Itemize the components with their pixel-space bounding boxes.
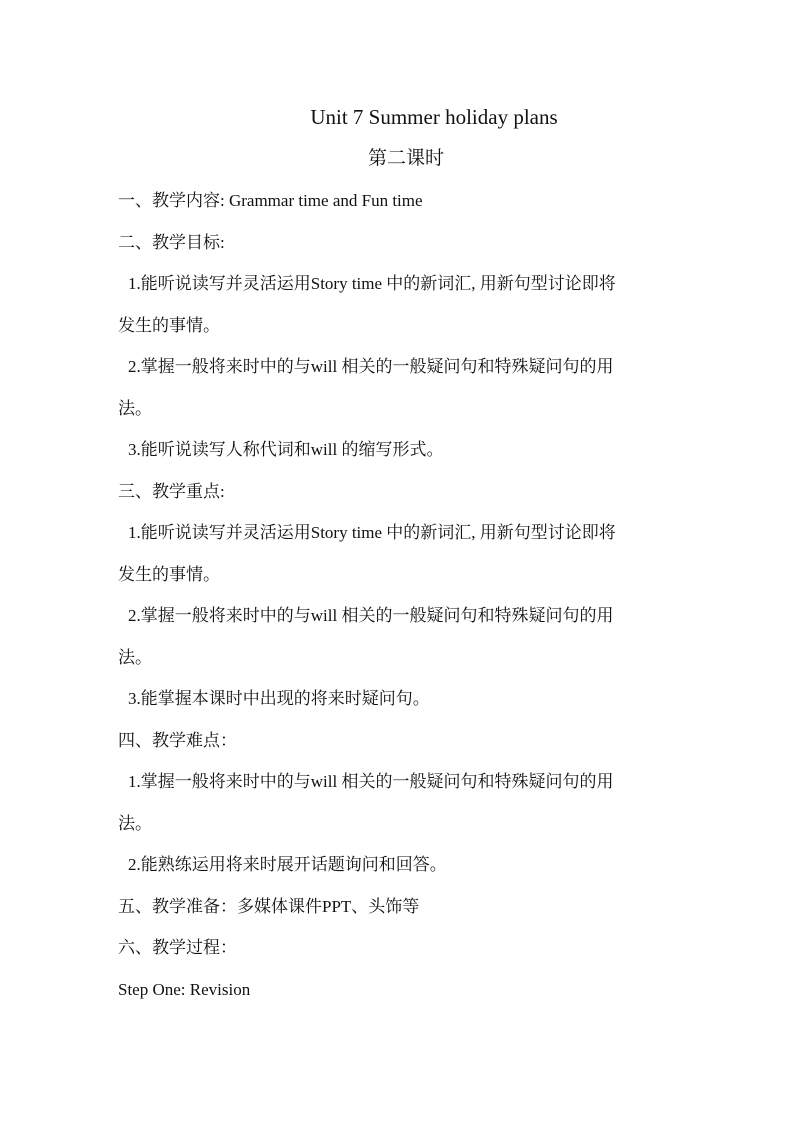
document-title: Unit 7 Summer holiday plans — [310, 105, 558, 129]
difficulty-item-1-cont: 法。 — [118, 814, 152, 833]
section-difficulties: 四、教学难点： — [118, 731, 237, 750]
lesson-subtitle: 第二课时 — [367, 148, 444, 169]
section-key-points: 三、教学重点: — [118, 482, 225, 501]
section-preparation: 五、教学准备：多媒体课件PPT、头饰等 — [118, 897, 420, 916]
key-point-item-2-cont: 法。 — [118, 648, 152, 667]
difficulty-item-1: 1.掌握一般将来时中的与will 相关的一般疑问句和特殊疑问句的用 — [128, 772, 614, 791]
key-point-item-2: 2.掌握一般将来时中的与will 相关的一般疑问句和特殊疑问句的用 — [128, 606, 614, 625]
section-teaching-goals: 二、教学目标: — [118, 233, 225, 252]
goal-item-2-cont: 法。 — [118, 399, 152, 418]
difficulty-item-2: 2.能熟练运用将来时展开话题询问和回答。 — [128, 855, 447, 874]
step-one-heading: Step One: Revision — [118, 980, 251, 999]
key-point-item-1: 1.能听说读写并灵活运用Story time 中的新词汇, 用新句型讨论即将 — [128, 523, 616, 542]
goal-item-1-cont: 发生的事情。 — [118, 316, 220, 335]
section-teaching-content: 一、教学内容: Grammar time and Fun time — [118, 191, 423, 210]
key-point-item-3: 3.能掌握本课时中出现的将来时疑问句。 — [128, 689, 430, 708]
key-point-item-1-cont: 发生的事情。 — [118, 565, 220, 584]
goal-item-2: 2.掌握一般将来时中的与will 相关的一般疑问句和特殊疑问句的用 — [128, 357, 614, 376]
goal-item-1: 1.能听说读写并灵活运用Story time 中的新词汇, 用新句型讨论即将 — [128, 274, 616, 293]
section-process: 六、教学过程： — [118, 938, 237, 957]
goal-item-3: 3.能听说读写人称代词和will 的缩写形式。 — [128, 440, 444, 459]
